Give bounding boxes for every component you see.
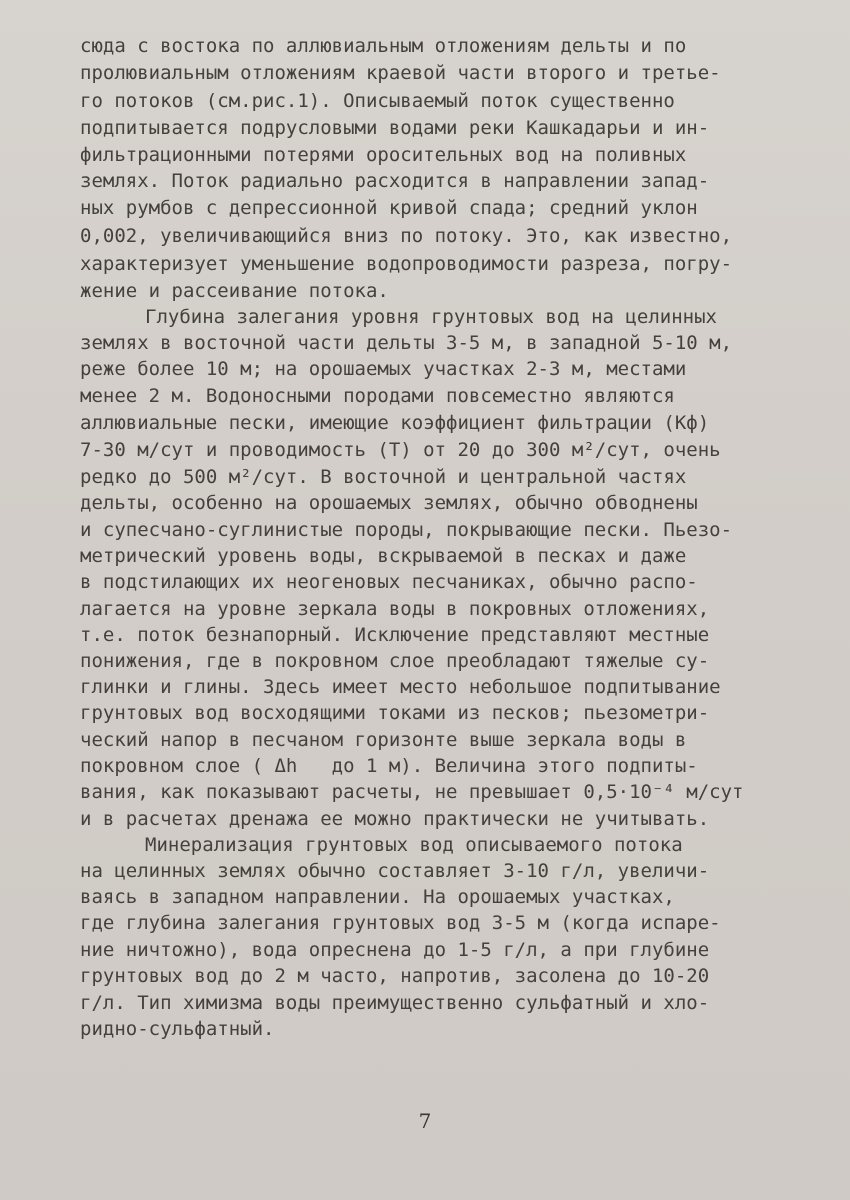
text-line: и супесчано-суглинистые породы, покрывающие пески. Пьезо- <box>80 519 733 541</box>
text-line: сюда с востока по аллювиальным отложениям дельты и по <box>80 35 687 57</box>
text-line: и в расчетах дренажа ее можно практически не учитывать. <box>80 808 710 830</box>
text-line: подпитывается подрусловыми водами реки Кашкадарьи и ин- <box>80 117 710 139</box>
text-line: го потоков (см.рис.1). Описываемый поток существенно <box>80 90 675 112</box>
text-line: характеризует уменьшение водопроводимости разреза, погру- <box>80 253 733 275</box>
text-line: грунтовых вод до 2 м часто, напротив, засолена до 10-20 <box>80 965 710 987</box>
text-line: 0,002, увеличивающийся вниз по потоку. Это, как известно, <box>80 225 733 247</box>
text-line: дельты, особенно на орошаемых землях, обычно обводнены <box>80 492 698 514</box>
text-line: лагается на уровне зеркала воды в покровных отложениях, <box>80 598 710 620</box>
text-line: ческий напор в песчаном горизонте выше зеркала воды в <box>80 729 687 751</box>
text-line: 7-30 м/сут и проводимость (Т) от 20 до 300 м²/сут, очень <box>80 439 721 461</box>
text-line: реже более 10 м; на орошаемых участках 2-3 м, местами <box>80 358 687 380</box>
text-line: ридно-сульфатный. <box>80 1018 275 1040</box>
text-line: ваясь в западном направлении. На орошаемых участках, <box>80 886 675 908</box>
text-line: глинки и глины. Здесь имеет место небольшое подпитывание <box>80 676 721 698</box>
text-line: в подстилающих их неогеновых песчаниках, обычно распо- <box>80 571 698 593</box>
text-line: т.е. поток безнапорный. Исключение представляют местные <box>80 624 710 646</box>
text-line: менее 2 м. Водоносными породами повсеместно являются <box>80 385 675 407</box>
text-line: на целинных землях обычно составляет 3-10 г/л, увеличи- <box>80 860 710 882</box>
page-number: 7 <box>418 1109 432 1133</box>
text-line: грунтовых вод восходящими токами из песков; пьезометри- <box>80 702 710 724</box>
text-line: Минерализация грунтовых вод описываемого потока <box>145 834 683 856</box>
text-line: метрический уровень воды, вскрываемой в песках и даже <box>80 545 687 567</box>
text-line: ние ничтожно), вода опреснена до 1-5 г/л, а при глубине <box>80 939 710 961</box>
text-line: жение и рассеивание потока. <box>80 280 389 302</box>
text-line: землях. Поток радиально расходится в направлении запад- <box>80 170 710 192</box>
text-line: редко до 500 м²/сут. В восточной и центральной частях <box>80 466 687 488</box>
text-line: фильтрационными потерями оросительных вод на поливных <box>80 144 687 166</box>
text-line: аллювиальные пески, имеющие коэффициент фильтрации (Кф) <box>80 412 710 434</box>
text-line: ных румбов с депрессионной кривой спада; средний уклон <box>80 197 698 219</box>
text-line: покровном слое ( Δh до 1 м). Величина этого подпиты- <box>80 755 698 777</box>
text-line: землях в восточной части дельты 3-5 м, в западной 5-10 м, <box>80 332 733 354</box>
text-line: г/л. Тип химизма воды преимущественно сульфатный и хло- <box>80 992 710 1014</box>
text-line: где глубина залегания грунтовых вод 3-5 м (когда испаре- <box>80 912 721 934</box>
text-line: Глубина залегания уровня грунтовых вод на целинных <box>145 306 717 328</box>
text-line: пролювиальным отложениям краевой части второго и третье- <box>80 62 721 84</box>
text-line: вания, как показывают расчеты, не превышает 0,5·10⁻⁴ м/сут <box>80 781 744 803</box>
text-line: понижения, где в покровном слое преобладают тяжелые су- <box>80 650 710 672</box>
